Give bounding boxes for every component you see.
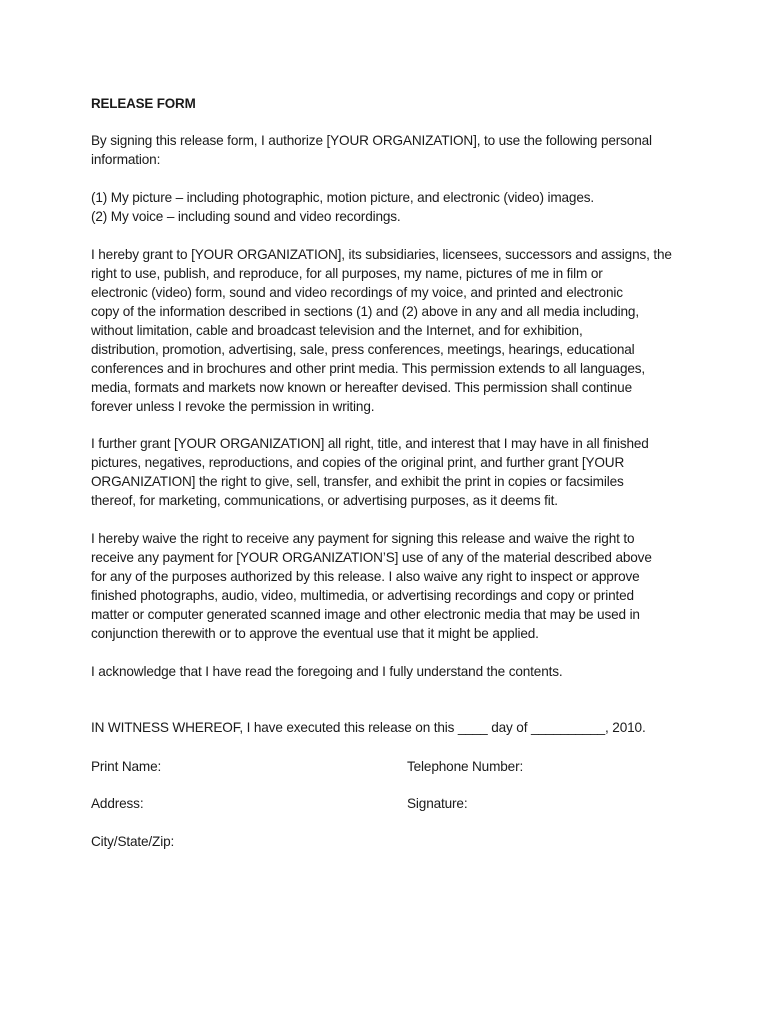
- city-state-zip-label: City/State/Zip:: [91, 834, 175, 849]
- telephone-number-label: Telephone Number:: [407, 759, 524, 774]
- witness-statement: IN WITNESS WHEREOF, I have executed this release on this ____ day of __________, 2010.: [91, 720, 646, 735]
- waiver-paragraph: I hereby waive the right to receive any payment for signing this release and waive the right to receive any payment for [YOUR ORGANIZATION’S] use of any of the material described above for any of the purposes authorized by this release. I also waive any right to inspect or approve finished photographs, audio, video, multimedia, or advertising recordings and copy or printed matter or computer generated scanned image and other electronic media that may be used in conjunction therewith or to approve the eventual use that it might be applied.: [91, 531, 652, 641]
- address-label: Address:: [91, 796, 144, 811]
- signature-label: Signature:: [407, 796, 468, 811]
- page-title: RELEASE FORM: [91, 96, 196, 111]
- further-grant-paragraph: I further grant [YOUR ORGANIZATION] all right, title, and interest that I may have in all finished pictures, negatives, reproductions, and copies of the original print, and further grant [YOUR ORGANIZATION] the right to give, sell, transfer, and exhibit the print in copies or facsimiles thereof, for marketing, communications, or advertising purposes, as it deems fit.: [91, 436, 649, 508]
- grant-paragraph: I hereby grant to [YOUR ORGANIZATION], its subsidiaries, licensees, successors and assigns, the right to use, publish, and reproduce, for all purposes, my name, pictures of me in film or electronic (video) form, sound and video recordings of my voice, and printed and electronic copy of the information described in sections (1) and (2) above in any and all media including, without limitation, cable and broadcast television and the Internet, and for exhibition, distribution, promotion, advertising, sale, press conferences, meetings, hearings, educational conferences and in brochures and other print media. This permission extends to all languages, media, formats and markets now known or hereafter devised. This permission shall continue forever unless I revoke the permission in writing.: [91, 247, 672, 414]
- print-name-label: Print Name:: [91, 759, 162, 774]
- list-item-picture: (1) My picture – including photographic, motion picture, and electronic (video) images.: [91, 190, 595, 205]
- list-item-voice: (2) My voice – including sound and video recordings.: [91, 209, 401, 224]
- acknowledgement-paragraph: I acknowledge that I have read the foregoing and I fully understand the contents.: [91, 664, 563, 679]
- intro-paragraph: By signing this release form, I authorize [YOUR ORGANIZATION], to use the following personal information:: [91, 133, 652, 167]
